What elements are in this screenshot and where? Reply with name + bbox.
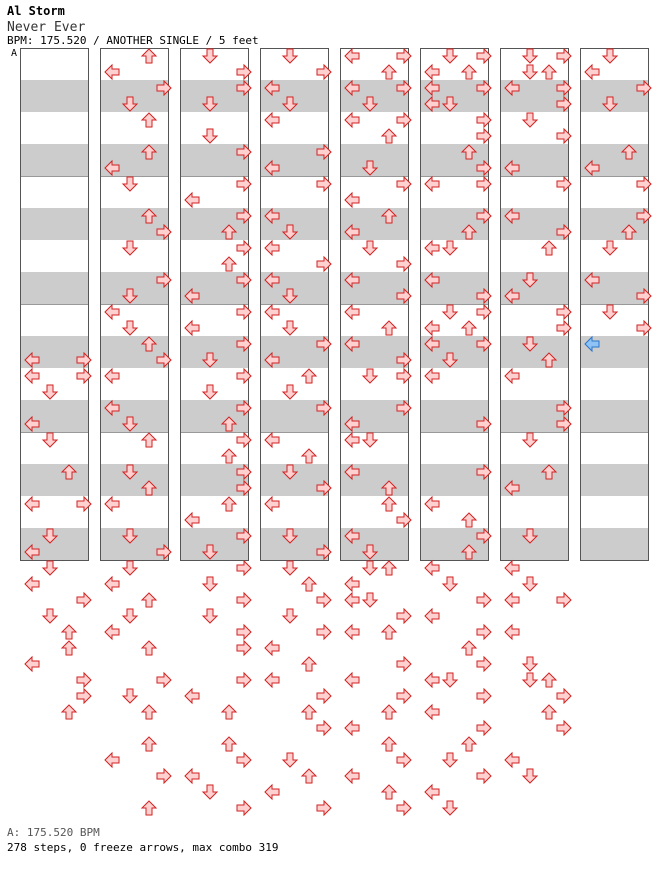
left-arrow-icon — [25, 497, 39, 511]
down-arrow-icon — [363, 369, 377, 383]
bpm-summary: A: 175.520 BPM — [7, 826, 100, 839]
left-arrow-icon — [185, 321, 199, 335]
left-arrow-icon — [25, 369, 39, 383]
up-arrow-icon — [142, 801, 156, 815]
beat-stripe — [580, 464, 648, 496]
up-arrow-icon — [222, 705, 236, 719]
left-arrow-icon — [425, 705, 439, 719]
up-arrow-icon — [142, 113, 156, 127]
down-arrow-icon — [283, 753, 297, 767]
left-arrow-icon — [425, 65, 439, 79]
up-arrow-icon — [302, 577, 316, 591]
down-arrow-icon — [203, 129, 217, 143]
down-arrow-icon — [43, 433, 57, 447]
up-arrow-icon — [462, 641, 476, 655]
right-arrow-icon — [317, 625, 331, 639]
right-arrow-icon — [77, 593, 91, 607]
down-arrow-icon — [363, 433, 377, 447]
chart-column-3 — [180, 49, 249, 561]
up-arrow-icon — [462, 513, 476, 527]
down-arrow-icon — [283, 385, 297, 399]
up-arrow-icon — [542, 705, 556, 719]
left-arrow-icon — [265, 113, 279, 127]
down-arrow-icon — [123, 241, 137, 255]
right-arrow-icon — [237, 625, 251, 639]
right-arrow-icon — [317, 801, 331, 815]
left-arrow-icon — [265, 641, 279, 655]
up-arrow-icon — [382, 785, 396, 799]
down-arrow-icon — [43, 385, 57, 399]
chart-column-1 — [20, 49, 89, 561]
down-arrow-icon — [443, 577, 457, 591]
left-arrow-icon — [345, 433, 359, 447]
up-arrow-icon — [222, 449, 236, 463]
down-arrow-icon — [203, 49, 217, 63]
left-arrow-icon — [345, 49, 359, 63]
up-arrow-icon — [382, 705, 396, 719]
down-arrow-icon — [43, 609, 57, 623]
up-arrow-icon — [382, 65, 396, 79]
left-arrow-icon — [425, 321, 439, 335]
beat-stripe — [20, 80, 88, 112]
down-arrow-icon — [363, 593, 377, 607]
up-arrow-icon — [382, 737, 396, 751]
right-arrow-icon — [77, 689, 91, 703]
step-stats: 278 steps, 0 freeze arrows, max combo 319 — [7, 841, 279, 854]
down-arrow-icon — [43, 561, 57, 575]
left-arrow-icon — [345, 721, 359, 735]
left-arrow-icon — [265, 785, 279, 799]
left-arrow-icon — [25, 577, 39, 591]
left-arrow-icon — [425, 177, 439, 191]
right-arrow-icon — [397, 689, 411, 703]
up-arrow-icon — [302, 449, 316, 463]
down-arrow-icon — [203, 577, 217, 591]
down-arrow-icon — [203, 785, 217, 799]
left-arrow-icon — [345, 305, 359, 319]
left-arrow-icon — [265, 497, 279, 511]
up-arrow-icon — [382, 321, 396, 335]
up-arrow-icon — [142, 737, 156, 751]
down-arrow-icon — [123, 561, 137, 575]
left-arrow-icon — [185, 689, 199, 703]
right-arrow-icon — [477, 593, 491, 607]
right-arrow-icon — [237, 641, 251, 655]
beat-stripe — [500, 336, 568, 368]
left-arrow-icon — [105, 625, 119, 639]
left-arrow-icon — [505, 369, 519, 383]
up-arrow-icon — [462, 737, 476, 751]
down-arrow-icon — [443, 801, 457, 815]
up-arrow-icon — [462, 321, 476, 335]
left-arrow-icon — [505, 561, 519, 575]
left-arrow-icon — [345, 593, 359, 607]
up-arrow-icon — [142, 49, 156, 63]
up-arrow-icon — [142, 593, 156, 607]
right-arrow-icon — [397, 753, 411, 767]
right-arrow-icon — [557, 593, 571, 607]
down-arrow-icon — [523, 673, 537, 687]
right-arrow-icon — [477, 769, 491, 783]
left-arrow-icon — [425, 609, 439, 623]
up-arrow-icon — [462, 65, 476, 79]
up-arrow-icon — [542, 673, 556, 687]
up-arrow-icon — [302, 657, 316, 671]
right-arrow-icon — [237, 673, 251, 687]
left-arrow-icon — [425, 561, 439, 575]
right-arrow-icon — [397, 801, 411, 815]
left-arrow-icon — [345, 769, 359, 783]
left-arrow-icon — [105, 305, 119, 319]
beat-stripe — [20, 208, 88, 240]
left-arrow-icon — [185, 769, 199, 783]
left-arrow-icon — [345, 625, 359, 639]
chart-info: BPM: 175.520 / ANOTHER SINGLE / 5 feet — [7, 34, 259, 47]
down-arrow-icon — [523, 657, 537, 671]
up-arrow-icon — [62, 641, 76, 655]
down-arrow-icon — [443, 241, 457, 255]
beat-stripe — [20, 464, 88, 496]
down-arrow-icon — [283, 321, 297, 335]
left-arrow-icon — [425, 785, 439, 799]
down-arrow-icon — [123, 321, 137, 335]
left-arrow-icon — [265, 241, 279, 255]
left-arrow-icon — [505, 625, 519, 639]
up-arrow-icon — [302, 769, 316, 783]
right-arrow-icon — [157, 673, 171, 687]
up-arrow-icon — [222, 257, 236, 271]
left-arrow-icon — [185, 513, 199, 527]
down-arrow-icon — [283, 561, 297, 575]
song-title: Never Ever — [7, 20, 86, 35]
right-arrow-icon — [477, 657, 491, 671]
chart-column-6 — [420, 49, 489, 561]
left-arrow-icon — [425, 497, 439, 511]
up-arrow-icon — [302, 705, 316, 719]
down-arrow-icon — [523, 113, 537, 127]
left-arrow-icon — [265, 673, 279, 687]
right-arrow-icon — [557, 721, 571, 735]
left-arrow-icon — [105, 369, 119, 383]
left-arrow-icon — [105, 497, 119, 511]
right-arrow-icon — [477, 689, 491, 703]
left-arrow-icon — [345, 577, 359, 591]
right-arrow-icon — [77, 673, 91, 687]
right-arrow-icon — [397, 657, 411, 671]
down-arrow-icon — [523, 769, 537, 783]
beat-stripe — [580, 400, 648, 432]
up-arrow-icon — [142, 433, 156, 447]
beat-stripe — [20, 272, 88, 304]
left-arrow-icon — [185, 193, 199, 207]
up-arrow-icon — [142, 641, 156, 655]
down-arrow-icon — [443, 673, 457, 687]
down-arrow-icon — [443, 49, 457, 63]
right-arrow-icon — [317, 721, 331, 735]
up-arrow-icon — [222, 497, 236, 511]
up-arrow-icon — [382, 625, 396, 639]
up-arrow-icon — [542, 241, 556, 255]
down-arrow-icon — [603, 49, 617, 63]
left-arrow-icon — [105, 577, 119, 591]
left-arrow-icon — [105, 65, 119, 79]
up-arrow-icon — [302, 369, 316, 383]
right-arrow-icon — [237, 593, 251, 607]
down-arrow-icon — [523, 65, 537, 79]
up-arrow-icon — [222, 737, 236, 751]
down-arrow-icon — [443, 753, 457, 767]
up-arrow-icon — [382, 561, 396, 575]
down-arrow-icon — [123, 177, 137, 191]
down-arrow-icon — [603, 241, 617, 255]
up-arrow-icon — [62, 625, 76, 639]
right-arrow-icon — [477, 625, 491, 639]
right-arrow-icon — [317, 689, 331, 703]
down-arrow-icon — [123, 609, 137, 623]
right-arrow-icon — [237, 801, 251, 815]
right-arrow-icon — [237, 561, 251, 575]
right-arrow-icon — [557, 689, 571, 703]
left-arrow-icon — [505, 593, 519, 607]
down-arrow-icon — [283, 609, 297, 623]
down-arrow-icon — [363, 241, 377, 255]
down-arrow-icon — [283, 49, 297, 63]
up-arrow-icon — [542, 65, 556, 79]
down-arrow-icon — [363, 561, 377, 575]
left-arrow-icon — [265, 305, 279, 319]
right-arrow-icon — [237, 753, 251, 767]
beat-stripe — [500, 528, 568, 560]
right-arrow-icon — [477, 721, 491, 735]
left-arrow-icon — [345, 193, 359, 207]
chart-column-8 — [580, 49, 649, 561]
left-arrow-icon — [425, 673, 439, 687]
bpm-marker-label: A — [11, 48, 18, 59]
left-arrow-icon — [265, 433, 279, 447]
down-arrow-icon — [523, 49, 537, 63]
down-arrow-icon — [443, 305, 457, 319]
up-arrow-icon — [62, 705, 76, 719]
left-arrow-icon — [25, 657, 39, 671]
beat-stripe — [580, 528, 648, 560]
left-arrow-icon — [505, 753, 519, 767]
left-arrow-icon — [105, 753, 119, 767]
down-arrow-icon — [523, 433, 537, 447]
down-arrow-icon — [203, 385, 217, 399]
left-arrow-icon — [345, 113, 359, 127]
left-arrow-icon — [345, 673, 359, 687]
down-arrow-icon — [203, 609, 217, 623]
left-arrow-icon — [425, 369, 439, 383]
artist-name: Al Storm — [7, 4, 65, 18]
down-arrow-icon — [603, 305, 617, 319]
right-arrow-icon — [397, 609, 411, 623]
chart-column-2 — [100, 49, 169, 561]
up-arrow-icon — [382, 497, 396, 511]
beat-stripe — [100, 464, 168, 496]
left-arrow-icon — [585, 65, 599, 79]
left-arrow-icon — [425, 241, 439, 255]
up-arrow-icon — [382, 129, 396, 143]
right-arrow-icon — [317, 593, 331, 607]
right-arrow-icon — [157, 769, 171, 783]
beat-stripe — [20, 144, 88, 176]
down-arrow-icon — [523, 577, 537, 591]
up-arrow-icon — [142, 705, 156, 719]
down-arrow-icon — [123, 689, 137, 703]
